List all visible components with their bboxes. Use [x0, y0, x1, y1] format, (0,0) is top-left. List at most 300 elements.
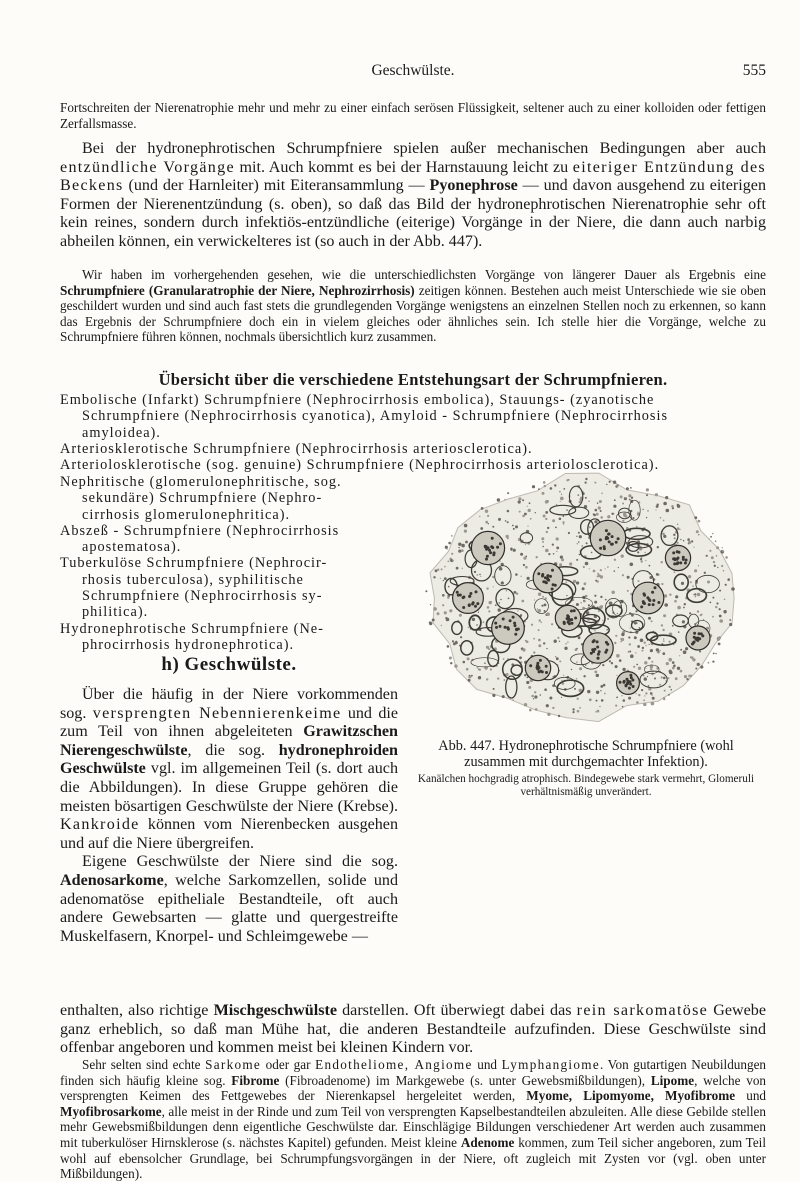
list-item: [60, 441, 766, 457]
glomerulus-nucleus: [627, 680, 630, 683]
cell-dot: [450, 662, 452, 664]
cell-dot: [655, 509, 656, 510]
glomerulus-nucleus: [514, 624, 517, 627]
text-run: Eigene Geschwülste der Niere sind die sog.: [82, 853, 398, 871]
glomerulus-nucleus: [648, 599, 651, 602]
cell-dot: [699, 651, 701, 653]
glomerulus-nucleus: [536, 667, 539, 670]
glomerulus-nucleus: [507, 628, 510, 631]
cell-dot: [593, 570, 596, 573]
glomerulus-nucleus: [642, 600, 645, 603]
cell-dot: [461, 549, 464, 552]
cell-dot: [463, 661, 466, 664]
cell-dot: [662, 652, 665, 655]
cell-dot: [566, 479, 568, 481]
paragraph-5-block: [60, 1002, 766, 1058]
cell-dot: [632, 517, 634, 519]
cell-dot: [538, 644, 541, 647]
cell-dot: [669, 670, 672, 673]
cell-dot: [614, 499, 616, 501]
cell-dot: [464, 530, 467, 533]
overview-list-left: [60, 474, 398, 653]
cell-dot: [490, 601, 492, 603]
cell-dot: [545, 549, 549, 553]
cell-dot: [648, 657, 651, 660]
cell-dot: [697, 610, 699, 612]
cell-dot: [636, 701, 639, 704]
glomerulus-nucleus: [651, 591, 654, 594]
text-run: , die sog.: [187, 741, 279, 759]
cell-dot: [502, 695, 505, 698]
cell-dot: [454, 664, 457, 667]
text-run: , alle meist in der Rinde und zum Teil von versprengten Kapselbestandteilen abzuleiten. Alle diese Gebilde stellen mehr Gewebsmißbildungen denn eigentliche Geschwülste dar. Einschlägige Bildungen verschiedener Art werden auch zusammen mit tuberkulöser Hirnsklerose (s. nächstes Kapitel) gefunden. Meist kleine: [60, 1103, 766, 1150]
glomerulus-nucleus: [539, 659, 542, 662]
glomerulus-nucleus: [468, 603, 471, 606]
cell-dot: [561, 680, 562, 681]
cell-dot: [645, 668, 646, 669]
text-run: mit. Auch kommt es bei der Harnstauung leicht zu: [234, 158, 573, 176]
cell-dot: [621, 554, 624, 557]
cell-dot: [433, 576, 435, 578]
cell-dot: [492, 694, 495, 697]
cell-dot: [596, 700, 598, 702]
cell-dot: [630, 627, 631, 628]
glomerulus-nucleus: [654, 586, 657, 589]
glomerulus-nucleus: [496, 546, 499, 549]
cell-dot: [664, 690, 666, 692]
paragraph-3: [60, 267, 766, 345]
list-item: [60, 555, 398, 620]
cell-dot: [444, 611, 447, 614]
cell-dot: [512, 525, 514, 527]
cell-dot: [715, 653, 716, 654]
glomerulus-nucleus: [608, 540, 611, 543]
list-item-line: Tuberkulöse Schrumpfniere (Nephrocir-: [60, 555, 328, 572]
cell-dot: [465, 541, 468, 544]
cell-dot: [528, 686, 531, 689]
cell-dot: [713, 653, 715, 655]
glomerulus-nucleus: [456, 591, 459, 594]
cell-dot: [546, 704, 549, 707]
cell-dot: [587, 690, 590, 693]
cell-dot: [531, 624, 533, 626]
cell-dot: [617, 613, 619, 615]
cell-dot: [669, 594, 671, 596]
cell-dot: [596, 513, 599, 516]
cell-dot: [485, 510, 488, 513]
cell-dot: [597, 573, 599, 575]
list-item-line: amyloidea).: [82, 424, 161, 441]
cell-dot: [661, 676, 663, 678]
cell-dot: [671, 689, 673, 691]
cell-dot: [441, 568, 443, 570]
cell-dot: [663, 697, 665, 699]
cell-dot: [555, 656, 556, 657]
bold-term: Fibrome: [231, 1072, 280, 1088]
cell-dot: [618, 567, 619, 568]
cell-dot: [688, 541, 691, 544]
cell-dot: [451, 535, 453, 537]
cell-dot: [664, 603, 668, 607]
glomerulus-nucleus: [685, 559, 688, 562]
cell-dot: [644, 661, 647, 664]
cell-dot: [659, 684, 661, 686]
cell-dot: [651, 702, 655, 706]
cell-dot: [576, 678, 578, 680]
cell-dot: [638, 694, 640, 696]
cell-dot: [690, 581, 692, 583]
cell-dot: [433, 607, 437, 611]
text-run: kommen, zum Teil sicher angeboren, zum Teil wohl auf ebensolcher Grundlage, bei Schrumpfungsvorgängen in der Niere, oft zugleich mit Zysten vor (vgl. oben unter Mißbildungen).: [60, 1134, 766, 1182]
cell-dot: [644, 642, 646, 644]
cell-dot: [556, 537, 559, 540]
cell-dot: [468, 679, 471, 682]
glomerulus-nucleus: [652, 599, 655, 602]
glomerulus-nucleus: [491, 537, 494, 540]
cell-dot: [681, 582, 684, 585]
cell-dot: [535, 708, 538, 711]
cell-dot: [531, 695, 534, 698]
cell-dot: [541, 605, 543, 607]
cell-dot: [511, 549, 513, 551]
cell-dot: [677, 667, 680, 670]
cell-dot: [731, 587, 735, 591]
cell-dot: [629, 643, 631, 645]
cell-dot: [577, 543, 578, 544]
cell-dot: [545, 518, 547, 520]
cell-dot: [722, 550, 724, 552]
cell-dot: [598, 506, 601, 509]
glomerulus-nucleus: [700, 632, 703, 635]
glomerulus-nucleus: [617, 537, 620, 540]
cell-dot: [661, 561, 663, 563]
cell-dot: [619, 659, 622, 662]
cell-dot: [616, 654, 620, 658]
cell-dot: [650, 649, 653, 652]
paragraph-1-text: Fortschreiten der Nierenatrophie mehr und mehr zu einer einfach serösen Flüssigkeit, seltener auch zu einer kolloiden oder fettigen Zerfallsmasse.: [60, 100, 766, 131]
cell-dot: [635, 610, 637, 612]
cell-dot: [520, 553, 523, 556]
cell-dot: [666, 662, 669, 665]
spaced-term: Lymphangiome: [501, 1057, 601, 1072]
cell-dot: [616, 484, 619, 487]
cell-dot: [479, 669, 481, 671]
cell-dot: [529, 502, 531, 504]
cell-dot: [655, 493, 658, 496]
cell-dot: [640, 639, 644, 643]
cell-dot: [474, 571, 476, 573]
cell-dot: [572, 708, 574, 710]
cell-dot: [623, 699, 626, 702]
cell-dot: [712, 616, 714, 618]
cell-dot: [609, 660, 611, 662]
glomerulus-nucleus: [628, 687, 631, 690]
cell-dot: [560, 497, 564, 501]
cell-dot: [544, 610, 546, 612]
cell-dot: [506, 590, 507, 591]
cell-dot: [573, 580, 576, 583]
glomerulus-nucleus: [567, 621, 570, 624]
glomerulus-nucleus: [462, 596, 465, 599]
cell-dot: [628, 494, 631, 497]
cell-dot: [598, 610, 600, 612]
cell-dot: [440, 578, 441, 579]
cell-dot: [679, 529, 680, 530]
cell-dot: [447, 645, 450, 648]
cell-dot: [607, 515, 610, 518]
cell-dot: [552, 707, 554, 709]
cell-dot: [542, 596, 544, 598]
cell-dot: [698, 534, 699, 535]
glomerulus-nucleus: [515, 628, 518, 631]
cell-dot: [478, 612, 479, 613]
histology-image: [398, 468, 766, 728]
cell-dot: [665, 496, 668, 499]
cell-dot: [607, 618, 609, 620]
cell-dot: [680, 670, 683, 673]
glomerulus-nucleus: [499, 625, 502, 628]
cell-dot: [451, 553, 453, 555]
glomerulus-nucleus: [567, 615, 570, 618]
cell-dot: [481, 507, 484, 510]
glomerulus-nucleus: [489, 551, 492, 554]
glomerulus-nucleus: [485, 558, 488, 561]
glomerulus-nucleus: [485, 548, 488, 551]
cell-dot: [600, 685, 603, 688]
paragraph-6-text: [60, 1057, 766, 1182]
cell-dot: [642, 650, 644, 652]
cell-dot: [517, 610, 518, 611]
spaced-term: Sarkome: [205, 1057, 262, 1072]
glomerulus-nucleus: [606, 537, 609, 540]
cell-dot: [645, 692, 647, 694]
cell-dot: [716, 555, 717, 556]
cell-dot: [678, 631, 680, 633]
cell-dot: [523, 564, 525, 566]
cell-dot: [539, 619, 541, 621]
cell-dot: [668, 694, 670, 696]
text-run: zeitigen können. Bestehen auch meist Unterschiede wie sie oben geschildert wurden und sind auch fast stets die grundlegenden Vorgänge wenigstens an einzelnen Stellen noch zu erkennen, so kann das Ergebnis der Schrumpfniere doch ein in vielem gleiches oder ähnliches sein. Ich stelle hier die Vorgänge, welche zu Schrumpfniere führen können, nochmals übersichtlich kurz zusammen.: [60, 282, 766, 345]
cell-dot: [622, 574, 624, 576]
cell-dot: [536, 556, 538, 558]
cell-dot: [599, 500, 602, 503]
cell-dot: [648, 617, 651, 620]
glomerulus-nucleus: [563, 621, 566, 624]
cell-dot: [642, 509, 643, 510]
cell-dot: [661, 583, 663, 585]
glomerulus-nucleus: [499, 542, 502, 545]
cell-dot: [649, 644, 650, 645]
cell-dot: [668, 658, 672, 662]
glomerulus-nucleus: [619, 681, 622, 684]
cell-dot: [432, 619, 435, 622]
text-run: und: [735, 1088, 767, 1104]
cell-dot: [515, 573, 518, 576]
cell-dot: [650, 668, 652, 670]
cell-dot: [442, 594, 445, 597]
cell-dot: [677, 606, 681, 610]
cell-dot: [538, 609, 541, 612]
cell-dot: [504, 679, 506, 681]
glomerulus-nucleus: [611, 543, 614, 546]
glomerulus-nucleus: [629, 683, 632, 686]
cell-dot: [563, 675, 564, 676]
glomerulus-nucleus: [552, 583, 555, 586]
cell-dot: [626, 487, 629, 490]
paragraph-2: [60, 140, 766, 252]
cell-dot: [529, 709, 532, 712]
text-run: und: [472, 1057, 502, 1072]
cell-dot: [564, 647, 567, 650]
cell-dot: [500, 599, 502, 601]
cell-dot: [698, 565, 699, 566]
cell-dot: [695, 668, 697, 670]
glomerulus-nucleus: [599, 547, 602, 550]
cell-dot: [719, 590, 721, 592]
cell-dot: [640, 546, 642, 548]
cell-dot: [641, 689, 643, 691]
cell-dot: [673, 665, 676, 668]
cell-dot: [533, 698, 534, 699]
cell-dot: [667, 677, 669, 679]
cell-dot: [698, 520, 701, 523]
glomerulus-nucleus: [678, 551, 681, 554]
cell-dot: [725, 584, 727, 586]
bold-term: Grawitzschen Nierengeschwülste: [60, 723, 398, 759]
cell-dot: [716, 546, 719, 549]
text-run: (und der Harnleiter) mit Eiteransammlung —: [123, 177, 430, 195]
cell-dot: [560, 501, 561, 502]
cell-dot: [522, 648, 525, 651]
cell-dot: [614, 559, 616, 561]
glomerulus-nucleus: [652, 603, 655, 606]
cell-dot: [478, 676, 481, 679]
cell-dot: [452, 560, 454, 562]
cell-dot: [563, 516, 565, 518]
running-title: Geschwülste.: [371, 62, 455, 79]
cell-dot: [498, 518, 501, 521]
cell-dot: [538, 488, 540, 490]
cell-dot: [625, 497, 627, 499]
page-header: [60, 62, 766, 84]
cell-dot: [478, 610, 479, 611]
cell-dot: [537, 608, 538, 609]
cell-dot: [505, 520, 507, 522]
glomerulus-nucleus: [471, 603, 474, 606]
cell-dot: [561, 697, 562, 698]
cell-dot: [723, 610, 726, 613]
cell-dot: [689, 612, 691, 614]
cell-dot: [624, 516, 626, 518]
cell-dot: [429, 622, 432, 625]
list-item: [60, 392, 766, 441]
cell-dot: [717, 567, 718, 568]
glomerulus-nucleus: [476, 602, 479, 605]
text-run: Gewebe ganz erheblich, so daß man Mühe hat, die anderen Bestandteile aufzufinden. Diese Geschwülste sind offenbar angeboren und kommen meist bei kleinen Kindern vor.: [60, 1002, 766, 1057]
cell-dot: [576, 536, 577, 537]
glomerulus-nucleus: [592, 640, 595, 643]
cell-dot: [572, 711, 574, 713]
cell-dot: [498, 608, 501, 611]
cell-dot: [638, 667, 641, 670]
list-item-line: Embolische (Infarkt) Schrumpfniere (Nephrocirrhosis embolica), Stauungs- (zyanotische: [60, 392, 655, 408]
cell-dot: [644, 695, 645, 696]
cell-dot: [648, 685, 650, 687]
cell-dot: [600, 516, 603, 519]
cell-dot: [646, 488, 649, 491]
cell-dot: [490, 668, 492, 670]
cell-dot: [638, 512, 639, 513]
cell-dot: [578, 541, 580, 543]
cell-dot: [507, 521, 509, 523]
figure-caption: [406, 738, 766, 799]
cell-dot: [593, 514, 596, 517]
cell-dot: [620, 495, 623, 498]
cell-dot: [479, 574, 481, 576]
cell-dot: [634, 622, 636, 624]
cell-dot: [551, 623, 553, 625]
cell-dot: [579, 707, 581, 709]
glomerulus-nucleus: [551, 588, 554, 591]
cell-dot: [611, 513, 613, 515]
cell-dot: [662, 629, 664, 631]
paragraph-3-text: [60, 267, 766, 345]
cell-dot: [535, 512, 536, 513]
cell-dot: [543, 642, 545, 644]
bold-term: Myome, Lipomyome, Myofibrome: [526, 1088, 736, 1104]
list-item-line: Abszeß - Schrumpfniere (Nephrocirrhosis: [60, 522, 340, 539]
cell-dot: [641, 560, 643, 562]
cell-dot: [578, 532, 580, 534]
bold-term: Adenosarkome: [60, 871, 164, 889]
cell-dot: [661, 624, 663, 626]
cell-dot: [583, 566, 585, 568]
glomerulus-nucleus: [603, 547, 606, 550]
glomerulus-nucleus: [682, 556, 685, 559]
bold-term: Mischgeschwülste: [213, 1002, 337, 1019]
glomerulus-nucleus: [514, 633, 517, 636]
glomerulus-nucleus: [591, 648, 594, 651]
glomerulus-nucleus: [590, 652, 593, 655]
cell-dot: [636, 664, 638, 666]
cell-dot: [715, 606, 717, 608]
cell-dot: [677, 542, 679, 544]
cell-dot: [719, 619, 723, 623]
cell-dot: [501, 581, 504, 584]
cell-dot: [574, 688, 576, 690]
cell-dot: [487, 515, 489, 517]
cell-dot: [460, 636, 462, 638]
cell-dot: [652, 697, 655, 700]
cell-dot: [693, 547, 694, 548]
cell-dot: [616, 697, 618, 699]
text-run: vgl. im allgemeinen Teil (s. dort auch die Abbildungen). In diese Gruppe gehören die meisten bösartigen Geschwülste der Niere (Krebse).: [60, 760, 398, 815]
glomerulus-nucleus: [615, 541, 618, 544]
list-item: [60, 621, 398, 654]
glomerulus-nucleus: [692, 641, 695, 644]
cell-dot: [443, 580, 444, 581]
cell-dot: [467, 657, 470, 660]
cell-dot: [545, 500, 548, 503]
cell-dot: [646, 517, 647, 518]
cell-dot: [677, 524, 679, 526]
cell-dot: [456, 567, 459, 570]
cell-dot: [596, 691, 599, 694]
cell-dot: [656, 505, 659, 508]
cell-dot: [468, 627, 470, 629]
cell-dot: [582, 587, 585, 590]
cell-dot: [582, 545, 583, 546]
